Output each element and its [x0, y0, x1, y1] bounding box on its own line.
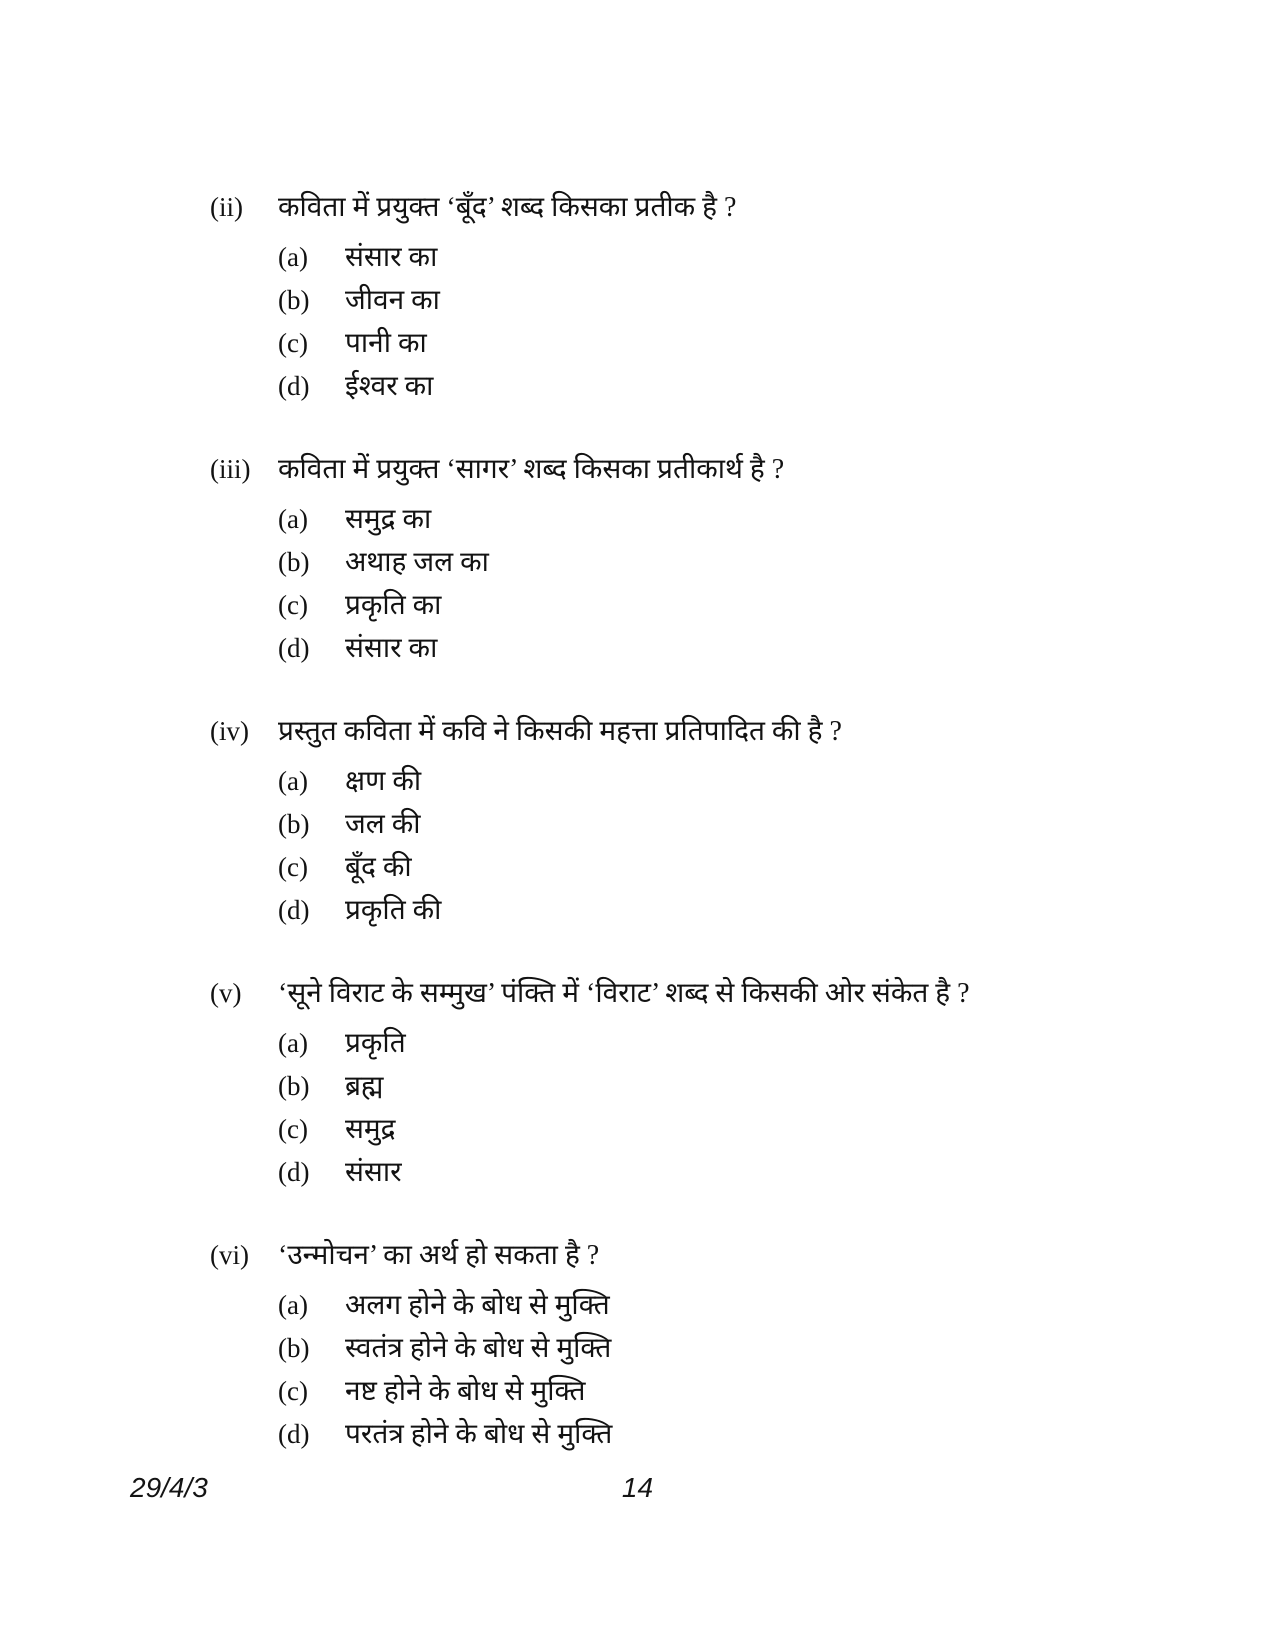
option-letter: (d)	[278, 895, 310, 925]
option-text: अलग होने के बोध से मुक्ति	[345, 1290, 610, 1321]
option-row	[278, 584, 1185, 627]
option-text: संसार का	[345, 242, 438, 273]
option-letter: (b)	[278, 809, 310, 839]
option-letter: (d)	[278, 633, 310, 663]
option-row	[278, 365, 1185, 408]
question-item	[210, 186, 1185, 408]
option-letter: (a)	[278, 1290, 308, 1320]
option-text: प्रकृति की	[345, 895, 442, 926]
option-row	[278, 1327, 1185, 1370]
page-footer	[0, 1472, 1275, 1512]
option-letter: (a)	[278, 766, 308, 796]
option-letter: (b)	[278, 1071, 310, 1101]
question-item	[210, 972, 1185, 1194]
question-line	[210, 710, 1185, 753]
option-letter: (c)	[278, 852, 308, 882]
option-row	[278, 846, 1185, 889]
page-number: 14	[621, 1472, 654, 1503]
question-number: (ii)	[210, 192, 243, 222]
question-number: (iv)	[210, 716, 249, 746]
options-list	[278, 1284, 1185, 1456]
option-row	[278, 889, 1185, 932]
question-text: कविता में प्रयुक्त ‘सागर’ शब्द किसका प्रतीकार्थ है ?	[278, 454, 785, 485]
option-letter: (a)	[278, 1028, 308, 1058]
option-letter: (d)	[278, 371, 310, 401]
options-list	[278, 498, 1185, 670]
option-letter: (a)	[278, 504, 308, 534]
question-line	[210, 1234, 1185, 1277]
question-number: (vi)	[210, 1240, 249, 1270]
option-row	[278, 1065, 1185, 1108]
option-letter: (c)	[278, 1114, 308, 1144]
option-text: ईश्वर का	[345, 371, 434, 402]
question-number: (iii)	[210, 454, 251, 484]
paper-code: 29/4/3	[130, 1472, 208, 1503]
option-row	[278, 322, 1185, 365]
question-text: प्रस्तुत कविता में कवि ने किसकी महत्ता प्रतिपादित की है ?	[278, 716, 842, 747]
option-text: जीवन का	[345, 285, 440, 316]
option-text: क्षण की	[345, 766, 422, 797]
option-text: ब्रह्म	[345, 1071, 384, 1102]
question-line	[210, 972, 1185, 1015]
option-row	[278, 803, 1185, 846]
option-letter: (c)	[278, 328, 308, 358]
option-text: संसार	[345, 1157, 402, 1188]
question-text: कविता में प्रयुक्त ‘बूँद’ शब्द किसका प्रतीक है ?	[278, 192, 737, 223]
option-text: समुद्र	[345, 1114, 396, 1145]
question-number: (v)	[210, 978, 242, 1008]
option-text: प्रकृति का	[345, 590, 442, 621]
option-text: अथाह जल का	[345, 547, 489, 578]
question-item	[210, 448, 1185, 670]
option-row	[278, 627, 1185, 670]
option-letter: (a)	[278, 242, 308, 272]
option-row	[278, 1284, 1185, 1327]
option-text: प्रकृति	[345, 1028, 406, 1059]
options-list	[278, 1022, 1185, 1194]
option-text: स्वतंत्र होने के बोध से मुक्ति	[345, 1333, 612, 1364]
option-text: परतंत्र होने के बोध से मुक्ति	[345, 1419, 613, 1450]
question-text: ‘सूने विराट के सम्मुख’ पंक्ति में ‘विराट’ शब्द से किसकी ओर संकेत है ?	[278, 978, 970, 1009]
option-letter: (c)	[278, 1376, 308, 1406]
option-text: बूँद की	[345, 852, 412, 883]
option-letter: (b)	[278, 1333, 310, 1363]
option-row	[278, 236, 1185, 279]
option-letter: (c)	[278, 590, 308, 620]
option-text: समुद्र का	[345, 504, 432, 535]
question-item	[210, 710, 1185, 932]
option-text: जल की	[345, 809, 421, 840]
option-letter: (b)	[278, 547, 310, 577]
options-list	[278, 236, 1185, 408]
option-letter: (b)	[278, 285, 310, 315]
option-row	[278, 541, 1185, 584]
option-row	[278, 279, 1185, 322]
option-text: नष्ट होने के बोध से मुक्ति	[345, 1376, 586, 1407]
question-item	[210, 1234, 1185, 1456]
options-list	[278, 760, 1185, 932]
option-row	[278, 760, 1185, 803]
option-letter: (d)	[278, 1157, 310, 1187]
option-row	[278, 498, 1185, 541]
question-text: ‘उन्मोचन’ का अर्थ हो सकता है ?	[278, 1240, 600, 1271]
question-line	[210, 448, 1185, 491]
option-letter: (d)	[278, 1419, 310, 1449]
option-row	[278, 1022, 1185, 1065]
option-row	[278, 1151, 1185, 1194]
option-row	[278, 1413, 1185, 1456]
question-line	[210, 186, 1185, 229]
option-row	[278, 1370, 1185, 1413]
option-text: पानी का	[345, 328, 427, 359]
option-text: संसार का	[345, 633, 438, 664]
option-row	[278, 1108, 1185, 1151]
